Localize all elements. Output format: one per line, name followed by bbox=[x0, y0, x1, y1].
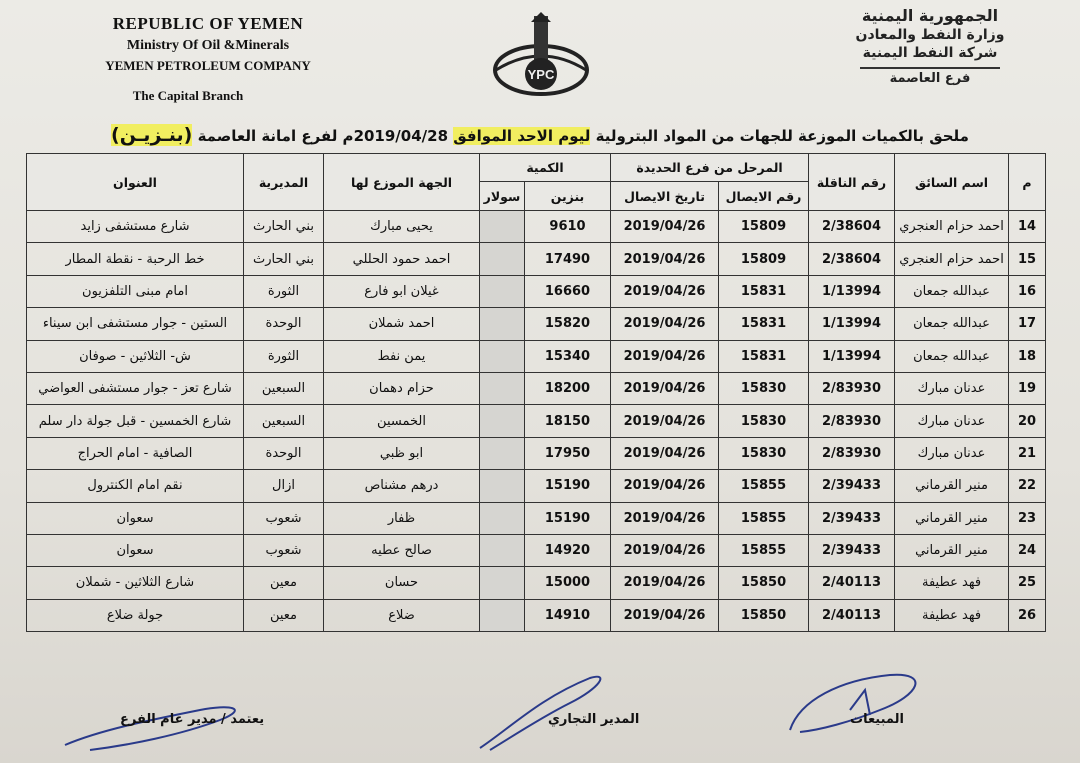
address-cell: نقم امام الكنترول bbox=[27, 470, 244, 502]
receipt-date-cell: 2019/04/26 bbox=[611, 340, 719, 372]
receipt-number-cell: 15850 bbox=[719, 567, 809, 599]
driver-name-cell: منير القرماني bbox=[895, 470, 1009, 502]
directorate-cell: معين bbox=[244, 567, 324, 599]
distribution-table bbox=[26, 153, 1046, 632]
branch-name: The Capital Branch bbox=[132, 88, 244, 103]
tanker-plate-cell: 2/83930 bbox=[809, 372, 895, 404]
country-name: REPUBLIC OF YEMEN bbox=[112, 14, 304, 33]
tanker-plate-cell: 2/39433 bbox=[809, 534, 895, 566]
petrol-quantity-cell: 15340 bbox=[525, 340, 611, 372]
receipt-number-cell: 15855 bbox=[719, 470, 809, 502]
col-diesel: سولار bbox=[480, 182, 525, 211]
address-cell: امام مبنى التلفزيون bbox=[27, 275, 244, 307]
driver-name-cell: عدنان مبارك bbox=[895, 405, 1009, 437]
petrol-quantity-cell: 18150 bbox=[525, 405, 611, 437]
directorate-cell: بني الحارث bbox=[244, 243, 324, 275]
destination-cell: الخمسين bbox=[324, 405, 480, 437]
receipt-date-cell: 2019/04/26 bbox=[611, 243, 719, 275]
driver-name-cell: احمد حزام العنجري bbox=[895, 211, 1009, 243]
ypc-logo bbox=[486, 12, 596, 102]
table-row bbox=[27, 502, 1046, 534]
driver-name-cell: عدنان مبارك bbox=[895, 372, 1009, 404]
row-number-cell: 16 bbox=[1009, 275, 1046, 307]
diesel-quantity-cell bbox=[480, 243, 525, 275]
diesel-quantity-cell bbox=[480, 534, 525, 566]
row-number-cell: 17 bbox=[1009, 308, 1046, 340]
petrol-quantity-cell: 9610 bbox=[525, 211, 611, 243]
destination-cell: احمد حمود الحللي bbox=[324, 243, 480, 275]
diesel-quantity-cell bbox=[480, 599, 525, 631]
tanker-plate-cell: 2/39433 bbox=[809, 502, 895, 534]
tanker-plate-cell: 2/83930 bbox=[809, 405, 895, 437]
directorate-cell: شعوب bbox=[244, 502, 324, 534]
table-row bbox=[27, 372, 1046, 404]
destination-cell: غيلان ابو فارع bbox=[324, 275, 480, 307]
col-quantity: الكمية bbox=[480, 154, 611, 182]
petrol-quantity-cell: 17490 bbox=[525, 243, 611, 275]
receipt-date-cell: 2019/04/26 bbox=[611, 405, 719, 437]
driver-name-cell: منير القرماني bbox=[895, 534, 1009, 566]
tanker-plate-cell: 2/83930 bbox=[809, 437, 895, 469]
diesel-quantity-cell bbox=[480, 502, 525, 534]
petrol-quantity-cell: 16660 bbox=[525, 275, 611, 307]
driver-name-cell: عدنان مبارك bbox=[895, 437, 1009, 469]
receipt-date-cell: 2019/04/26 bbox=[611, 211, 719, 243]
directorate-cell: الثورة bbox=[244, 275, 324, 307]
address-cell: الستين - جوار مستشفى ابن سيناء bbox=[27, 308, 244, 340]
petrol-quantity-cell: 14910 bbox=[525, 599, 611, 631]
petrol-quantity-cell: 18200 bbox=[525, 372, 611, 404]
diesel-quantity-cell bbox=[480, 340, 525, 372]
row-number-cell: 22 bbox=[1009, 470, 1046, 502]
receipt-date-cell: 2019/04/26 bbox=[611, 567, 719, 599]
diesel-quantity-cell bbox=[480, 437, 525, 469]
row-number-cell: 20 bbox=[1009, 405, 1046, 437]
col-driver: اسم السائق bbox=[895, 154, 1009, 211]
directorate-cell: الوحدة bbox=[244, 308, 324, 340]
title-product: (بنـزيـن) bbox=[111, 124, 193, 146]
address-cell: شارع مستشفى زايد bbox=[27, 211, 244, 243]
receipt-date-cell: 2019/04/26 bbox=[611, 437, 719, 469]
col-petrol: بنزين bbox=[525, 182, 611, 211]
row-number-cell: 23 bbox=[1009, 502, 1046, 534]
address-cell: ش- الثلاثين - صوفان bbox=[27, 340, 244, 372]
receipt-number-cell: 15831 bbox=[719, 308, 809, 340]
receipt-date-cell: 2019/04/26 bbox=[611, 275, 719, 307]
address-cell: جولة ضلاع bbox=[27, 599, 244, 631]
destination-cell: ضلاع bbox=[324, 599, 480, 631]
diesel-quantity-cell bbox=[480, 308, 525, 340]
driver-name-cell: منير القرماني bbox=[895, 502, 1009, 534]
title-day-highlight: ليوم الاحد الموافق bbox=[453, 127, 591, 145]
right-signature-label: المبيعات bbox=[850, 712, 904, 727]
table-row bbox=[27, 211, 1046, 243]
table-row bbox=[27, 470, 1046, 502]
destination-cell: ابو ظبي bbox=[324, 437, 480, 469]
arabic-country-name: الجمهورية اليمنية bbox=[861, 6, 999, 25]
address-cell: سعوان bbox=[27, 502, 244, 534]
tanker-plate-cell: 2/38604 bbox=[809, 211, 895, 243]
address-cell: سعوان bbox=[27, 534, 244, 566]
receipt-number-cell: 15830 bbox=[719, 405, 809, 437]
directorate-cell: الثورة bbox=[244, 340, 324, 372]
petrol-quantity-cell: 17950 bbox=[525, 437, 611, 469]
receipt-number-cell: 15855 bbox=[719, 502, 809, 534]
diesel-quantity-cell bbox=[480, 567, 525, 599]
destination-cell: حسان bbox=[324, 567, 480, 599]
table-row bbox=[27, 340, 1046, 372]
title-part1: ملحق بالكميات الموزعة للجهات من المواد البترولية bbox=[595, 127, 969, 145]
diesel-quantity-cell bbox=[480, 470, 525, 502]
directorate-cell: معين bbox=[244, 599, 324, 631]
tanker-plate-cell: 1/13994 bbox=[809, 308, 895, 340]
tanker-plate-cell: 2/38604 bbox=[809, 243, 895, 275]
receipt-number-cell: 15850 bbox=[719, 599, 809, 631]
driver-name-cell: فهد عطيفة bbox=[895, 567, 1009, 599]
diesel-quantity-cell bbox=[480, 405, 525, 437]
receipt-date-cell: 2019/04/26 bbox=[611, 308, 719, 340]
directorate-cell: بني الحارث bbox=[244, 211, 324, 243]
col-plate: رقم الناقلة bbox=[809, 154, 895, 211]
left-signature-label: يعتمد / مدير عام الفرع bbox=[120, 712, 265, 727]
destination-cell: ظفار bbox=[324, 502, 480, 534]
destination-cell: صالح عطيه bbox=[324, 534, 480, 566]
col-receipt: رقم الايصال bbox=[719, 182, 809, 211]
driver-name-cell: احمد حزام العنجري bbox=[895, 243, 1009, 275]
col-destination: الجهة الموزع لها bbox=[324, 154, 480, 211]
row-number-cell: 21 bbox=[1009, 437, 1046, 469]
table-row bbox=[27, 534, 1046, 566]
document-title bbox=[100, 124, 980, 147]
petrol-quantity-cell: 14920 bbox=[525, 534, 611, 566]
row-number-cell: 25 bbox=[1009, 567, 1046, 599]
petrol-quantity-cell: 15820 bbox=[525, 308, 611, 340]
tanker-plate-cell: 1/13994 bbox=[809, 340, 895, 372]
table-row bbox=[27, 599, 1046, 631]
logo-text: YPC bbox=[527, 67, 555, 82]
tanker-plate-cell: 2/39433 bbox=[809, 470, 895, 502]
english-letterhead bbox=[88, 14, 328, 104]
table-row bbox=[27, 567, 1046, 599]
tanker-plate-cell: 2/40113 bbox=[809, 567, 895, 599]
destination-cell: حزام دهمان bbox=[324, 372, 480, 404]
col-directorate: المديرية bbox=[244, 154, 324, 211]
company-name: YEMEN PETROLEUM COMPANY bbox=[105, 58, 311, 73]
table-row bbox=[27, 308, 1046, 340]
ministry-name: Ministry Of Oil &Minerals bbox=[126, 38, 290, 53]
destination-cell: احمد شملان bbox=[324, 308, 480, 340]
row-number-cell: 19 bbox=[1009, 372, 1046, 404]
middle-signature-label: المدير التجاري bbox=[548, 712, 640, 727]
diesel-quantity-cell bbox=[480, 275, 525, 307]
table-row bbox=[27, 437, 1046, 469]
col-shipped: المرحل من فرع الحديدة bbox=[611, 154, 809, 182]
petrol-quantity-cell: 15190 bbox=[525, 502, 611, 534]
directorate-cell: السبعين bbox=[244, 405, 324, 437]
driver-name-cell: عبدالله جمعان bbox=[895, 275, 1009, 307]
directorate-cell: شعوب bbox=[244, 534, 324, 566]
receipt-date-cell: 2019/04/26 bbox=[611, 502, 719, 534]
driver-name-cell: فهد عطيفة bbox=[895, 599, 1009, 631]
arabic-branch-name: فرع العاصمة bbox=[860, 67, 1000, 86]
col-date: تاريخ الايصال bbox=[611, 182, 719, 211]
receipt-date-cell: 2019/04/26 bbox=[611, 470, 719, 502]
tanker-plate-cell: 2/40113 bbox=[809, 599, 895, 631]
address-cell: الصافية - امام الحراج bbox=[27, 437, 244, 469]
receipt-number-cell: 15831 bbox=[719, 275, 809, 307]
table-header-row bbox=[27, 154, 1046, 182]
tanker-plate-cell: 1/13994 bbox=[809, 275, 895, 307]
receipt-number-cell: 15830 bbox=[719, 437, 809, 469]
table-body bbox=[27, 211, 1046, 632]
row-number-cell: 18 bbox=[1009, 340, 1046, 372]
arabic-ministry-name: وزارة النفط والمعادن bbox=[855, 27, 1005, 43]
driver-name-cell: عبدالله جمعان bbox=[895, 340, 1009, 372]
receipt-number-cell: 15830 bbox=[719, 372, 809, 404]
receipt-date-cell: 2019/04/26 bbox=[611, 372, 719, 404]
receipt-date-cell: 2019/04/26 bbox=[611, 599, 719, 631]
table-row bbox=[27, 243, 1046, 275]
row-number-cell: 24 bbox=[1009, 534, 1046, 566]
directorate-cell: ازال bbox=[244, 470, 324, 502]
col-num: م bbox=[1009, 154, 1046, 211]
right-signature bbox=[780, 660, 940, 750]
destination-cell: يحيى مبارك bbox=[324, 211, 480, 243]
row-number-cell: 14 bbox=[1009, 211, 1046, 243]
address-cell: شارع تعز - جوار مستشفى العواضي bbox=[27, 372, 244, 404]
directorate-cell: الوحدة bbox=[244, 437, 324, 469]
arabic-letterhead bbox=[830, 6, 1030, 86]
diesel-quantity-cell bbox=[480, 211, 525, 243]
arabic-company-name: شركة النفط اليمنية bbox=[862, 45, 998, 61]
receipt-number-cell: 15831 bbox=[719, 340, 809, 372]
address-cell: خط الرحبة - نقطة المطار bbox=[27, 243, 244, 275]
destination-cell: يمن نفط bbox=[324, 340, 480, 372]
destination-cell: درهم مشناص bbox=[324, 470, 480, 502]
table-row bbox=[27, 405, 1046, 437]
table-row bbox=[27, 275, 1046, 307]
directorate-cell: السبعين bbox=[244, 372, 324, 404]
receipt-number-cell: 15809 bbox=[719, 211, 809, 243]
diesel-quantity-cell bbox=[480, 372, 525, 404]
petrol-quantity-cell: 15190 bbox=[525, 470, 611, 502]
title-date-branch: 2019/04/28م لفرع امانة العاصمة bbox=[197, 127, 449, 145]
receipt-date-cell: 2019/04/26 bbox=[611, 534, 719, 566]
address-cell: شارع الثلاثين - شملان bbox=[27, 567, 244, 599]
driver-name-cell: عبدالله جمعان bbox=[895, 308, 1009, 340]
receipt-number-cell: 15855 bbox=[719, 534, 809, 566]
row-number-cell: 15 bbox=[1009, 243, 1046, 275]
petrol-quantity-cell: 15000 bbox=[525, 567, 611, 599]
col-address: العنوان bbox=[27, 154, 244, 211]
address-cell: شارع الخمسين - قبل جولة دار سلم bbox=[27, 405, 244, 437]
row-number-cell: 26 bbox=[1009, 599, 1046, 631]
receipt-number-cell: 15809 bbox=[719, 243, 809, 275]
